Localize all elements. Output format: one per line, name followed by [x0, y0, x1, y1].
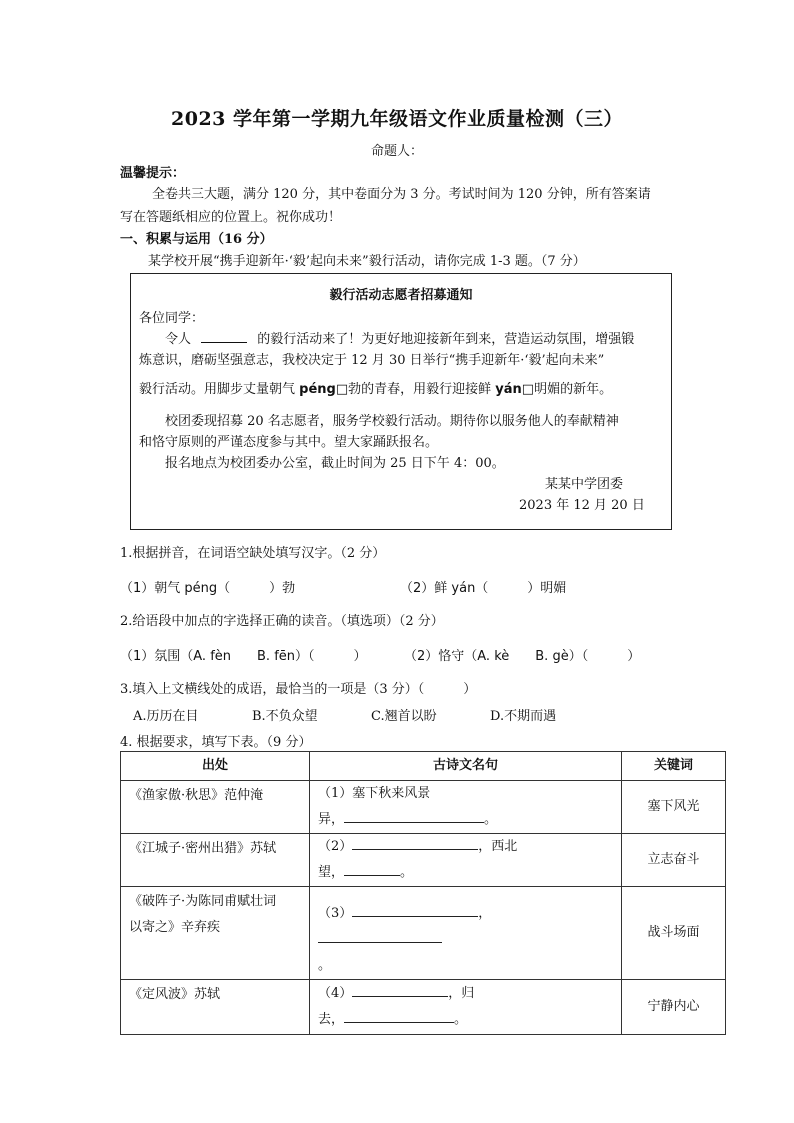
pinyin-yan: yán [495, 382, 522, 397]
tips-line-2: 写在答题纸相应的位置上。祝你成功！ [120, 210, 342, 225]
option-a: A.历历在目 [133, 709, 199, 724]
question-1-a: （1）朝气 péng（ ）勃 [120, 581, 296, 596]
option-c: C.翘首以盼 [371, 709, 437, 724]
answer-blank[interactable] [352, 835, 478, 850]
answer-blank[interactable] [352, 982, 448, 997]
tips-label: 温馨提示： [120, 166, 186, 181]
row-verse: （3） ， 。 [310, 887, 622, 980]
notice-p2-line2: 和恪守原则的严谨态度参与其中。望大家踊跃报名。 [139, 435, 439, 450]
idiom-blank [201, 330, 247, 343]
row-keyword: 立志奋斗 [622, 834, 726, 887]
question-2: 2.给语段中加点的字选择正确的读音。（填选项）（2 分） [120, 614, 444, 629]
table-row [121, 980, 726, 1035]
row-keyword: 宁静内心 [622, 980, 726, 1035]
answer-blank[interactable] [344, 1008, 454, 1023]
question-2-b: （2）恪守（A. kè B. gè）（ ） [404, 649, 641, 664]
question-1: 1.根据拼音，在词语空缺处填写汉字。（2 分） [120, 546, 386, 561]
notice-p1-line3: 毅行活动。用脚步丈量朝气 péng□勃的青春，用毅行迎接鲜 yán□明媚的新年。 [139, 382, 613, 397]
table-row [121, 781, 726, 834]
row-keyword: 战斗场面 [622, 887, 726, 980]
row-source: 《定风波》苏轼 [121, 980, 310, 1035]
question-4: 4. 根据要求，填写下表。（9 分） [120, 735, 312, 750]
notice-p1-line2: 炼意识，磨砺坚强意志，我校决定于 12 月 30 日举行“携手迎新年·‘毅’起向未来” [139, 353, 605, 368]
row-source: 《渔家傲·秋思》范仲淹 [121, 781, 310, 834]
header-keyword: 关键词 [622, 752, 726, 781]
notice-p1-line1: 令人 的毅行活动来了！为更好地迎接新年到来，营造运动氛围，增强锻 [165, 332, 635, 347]
section-heading: 一、积累与运用（16 分） [120, 232, 273, 247]
notice-signer: 某某中学团委 [545, 477, 624, 492]
setter-line: 命题人： [370, 144, 423, 159]
row-source: 《江城子·密州出猎》苏轼 [121, 834, 310, 887]
tips-line-1: 全卷共三大题，满分 120 分，其中卷面分为 3 分。考试时间为 120 分钟，所有答案请 [152, 187, 651, 202]
row-keyword: 塞下风光 [622, 781, 726, 834]
question-2-a: （1）氛围（A. fèn B. fēn）（ ） [120, 649, 367, 664]
row-verse: （4） ，归 去， 。 [310, 980, 622, 1035]
row-verse: （2） ，西北 望， 。 [310, 834, 622, 887]
answer-blank[interactable] [344, 808, 484, 823]
notice-greeting: 各位同学： [139, 311, 205, 326]
page-title: 2023 学年第一学期九年级语文作业质量检测（三） [171, 108, 623, 130]
question-3: 3.填入上文横线处的成语，最恰当的一项是（3 分）（ ） [120, 682, 477, 697]
notice-date: 2023 年 12 月 20 日 [519, 498, 645, 513]
header-verse: 古诗文名句 [310, 752, 622, 781]
notice-p2-line1: 校团委现招募 20 名志愿者，服务学校毅行活动。期待你以服务他人的奉献精神 [165, 414, 619, 429]
table-row [121, 834, 726, 887]
table-header-row [121, 752, 726, 781]
option-d: D.不期而遇 [490, 709, 557, 724]
poem-table [120, 751, 726, 1035]
option-b: B.不负众望 [252, 709, 318, 724]
table-row [121, 887, 726, 980]
pinyin-peng: péng [299, 382, 336, 397]
recruitment-notice [130, 273, 672, 530]
row-source: 《破阵子·为陈同甫赋壮词 以寄之》辛弃疾 [121, 887, 310, 980]
answer-blank[interactable] [344, 861, 400, 876]
notice-title: 毅行活动志愿者招募通知 [329, 288, 473, 303]
header-source: 出处 [121, 752, 310, 781]
row-verse: （1）塞下秋来风景 异， 。 [310, 781, 622, 834]
notice-p3: 报名地点为校团委办公室，截止时间为 25 日下午 4：00。 [165, 456, 505, 471]
answer-blank[interactable] [318, 928, 442, 943]
question-1-b: （2）鲜 yán（ ）明媚 [400, 581, 567, 596]
answer-blank[interactable] [352, 902, 478, 917]
section-intro: 某学校开展“携手迎新年·‘毅’起向未来”毅行活动，请你完成 1-3 题。（7 分） [148, 254, 586, 269]
